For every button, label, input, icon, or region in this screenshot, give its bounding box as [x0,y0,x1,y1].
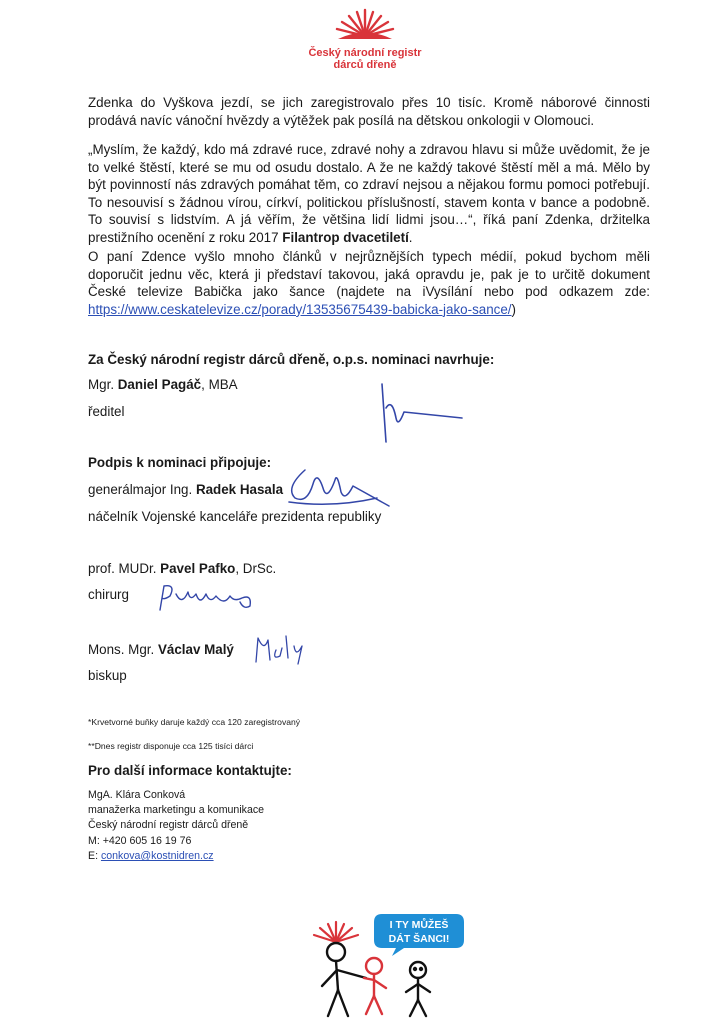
signature-maly [252,632,312,668]
hasala-title: generálmajor Ing. [88,482,196,497]
sun-rays-icon [314,922,358,942]
pafko-suffix: , DrSc. [235,561,277,576]
hasala-name: Radek Hasala [195,482,284,497]
nominator-role: ředitel [88,404,125,419]
contact-heading: Pro další informace kontaktujte: [88,763,292,778]
maly-title: Mons. Mgr. [88,642,158,657]
bubble-line1: I TY MŮŽEŠ [389,919,449,931]
paragraph-3 [88,248,650,318]
speech-bubble-icon [374,914,464,956]
nomination-heading: Za Český národní registr dárců dřeně, o.p.s. nominaci navrhuje: [88,352,495,367]
signature-hasala [283,462,393,512]
paragraph-quote [88,141,650,247]
contact-name: MgA. Klára Conková [88,789,186,801]
contact-org: Český národní registr dárců dřeně [88,819,249,831]
child-figure-icon [364,958,386,1014]
bubble-line2: DÁT ŠANCI! [388,933,450,945]
stick-figures-illustration [300,908,480,1020]
pafko-name: Pavel Pafko [160,561,236,576]
award-name: Filantrop dvacetiletí [282,229,409,245]
paragraph-1: Zdenka do Vyškova jezdí, se jich zaregistrovalo přes 10 tisíc. Kromě náborové činnosti prodává navíc vánoční hvězdy a výtěžek pak posílá na dětskou onkologii v Olomouci. [88,95,650,128]
quote-text: „Myslím, že každý, kdo má zdravé ruce, zdravé nohy a zdravou hlavu si může uvědomit, že je to velké štěstí, které se mu od osudu dostalo. A že ne každý takové štěstí měl a má. Mělo by být povinností nás zdravých pomáhat těm, co zdraví nejsou a nějakou formu pomoci potřebují. To nesouvisí s žádnou vírou, církví, politickou příslušností, stavem konta v bance a podobně. To souvisí s lidstvím. A já věřím, že většina lidí lidmi jsou…“, říká paní Zdenka, držitelka prestižního ocenění z roku 2017 [88,142,650,245]
registry-logo [300,6,430,71]
paragraph-3-text: O paní Zdence vyšlo mnoho článků v nejrůznějších typech médií, pokud bychom měli doporučit jednu věc, která ji představí takovou, jaká opravdu je, pak je to určitě dokument České televize Babička jako šance (najdete na iVysílání nebo pod odkazem zde: [88,249,650,300]
contact-position: manažerka marketingu a komunikace [88,804,265,816]
paragraph-3-end: ) [511,301,516,317]
footnote-1: *Krvetvorné buňky daruje každý cca 120 zaregistrovaný [88,717,301,727]
contact-phone: M: +420 605 16 19 76 [88,835,192,847]
signatory-maly [88,641,234,659]
signatory-pafko [88,560,276,578]
nominator-name-bold: Daniel Pagáč [117,377,202,392]
signatory-hasala [88,481,283,499]
contact-email [88,849,214,864]
logo-name-line1: Český národní registr [308,47,422,59]
signature-pafko [154,580,264,616]
adult-figure-icon [322,943,366,1016]
person-figure-icon [406,962,430,1016]
sunrise-icon [330,6,400,42]
logo-name-line2: dárců dřeně [333,59,397,71]
footnote-2: **Dnes registr disponuje cca 125 tisíci dárci [88,741,254,751]
pafko-title: prof. MUDr. [88,561,161,576]
maly-name: Václav Malý [157,642,234,657]
email-label: E: [88,850,101,862]
signatures-heading: Podpis k nominaci připojuje: [88,455,272,470]
nominator-name [88,376,238,394]
quote-end: . [408,229,413,245]
pafko-role: chirurg [88,587,129,602]
hasala-role: náčelník Vojenské kanceláře prezidenta republiky [88,509,382,524]
nominator-suffix: , MBA [201,377,238,392]
ct-documentary-link[interactable]: https://www.ceskatelevize.cz/porady/13535675439-babicka-jako-sance/ [88,301,512,317]
maly-role: biskup [88,668,127,683]
nominator-title: Mgr. [88,377,118,392]
signature-pagac [368,378,468,448]
email-link[interactable]: conkova@kostnidren.cz [100,850,214,862]
